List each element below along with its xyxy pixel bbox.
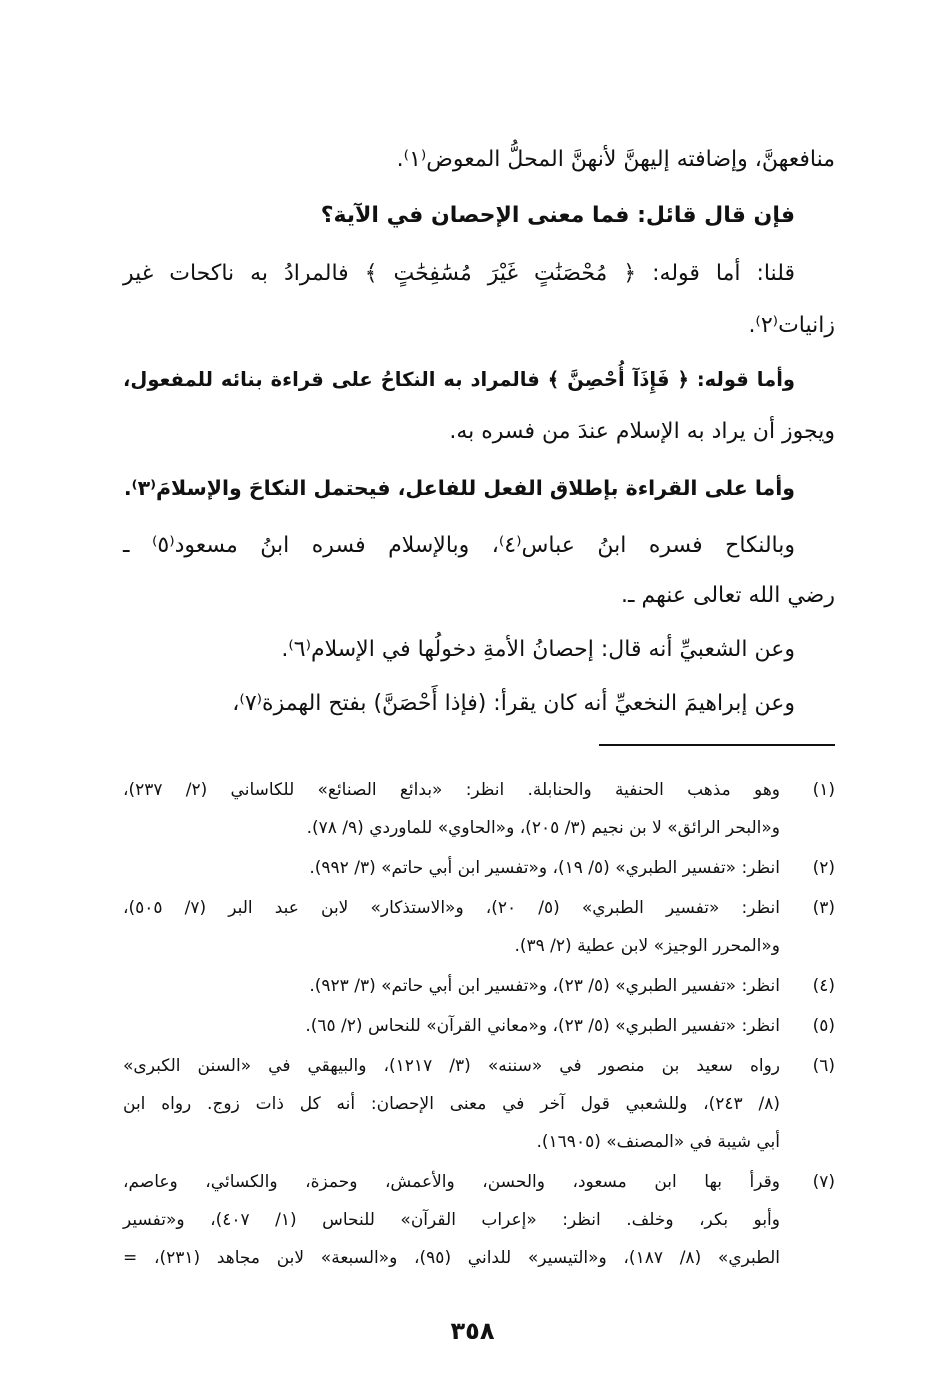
main-text-line: وبالنكاح فسره ابنُ عباس⁽٤⁾، وبالإسلام فسره ابنُ مسعود⁽٥⁾ ـ xyxy=(123,533,795,558)
footnote-line: انظر: «تفسير الطبري» (٥/ ١٩)، و«تفسير ابن أبي حاتم» (٣/ ٩٩٢). xyxy=(309,858,780,878)
footnote-line: (٨/ ٢٤٣)، وللشعبي قول آخر في معنى الإحصان: أنه كل ذات زوج. رواه ابن xyxy=(123,1094,780,1114)
footnote-number: (٦) xyxy=(812,1056,835,1076)
footnote-divider xyxy=(599,744,835,746)
main-text-line: وعن الشعبيِّ أنه قال: إحصانُ الأمةِ دخولُها في الإسلام⁽٦⁾. xyxy=(281,637,795,662)
page-number: ٣٥٨ xyxy=(450,1317,495,1345)
footnote-number: (٢) xyxy=(812,858,835,878)
footnote-line: وقرأ بها ابن مسعود، والحسن، والأعمش، وحمزة، والكسائي، وعاصم، xyxy=(123,1172,780,1192)
footnote-line: وأبو بكر، وخلف. انظر: «إعراب القرآن» للنحاس (١/ ٤٠٧)، و«تفسير xyxy=(123,1210,780,1230)
footnote-number: (٣) xyxy=(812,898,835,918)
footnote-line: وهو مذهب الحنفية والحنابلة. انظر: «بدائع الصنائع» للكاساني (٢/ ٢٣٧)، xyxy=(123,780,780,800)
footnote-line: رواه سعيد بن منصور في «سننه» (٣/ ١٢١٧)، والبيهقي في «السنن الكبرى» xyxy=(123,1056,781,1076)
main-text-line: وأما على القراءة بإطلاق الفعل للفاعل، فيحتمل النكاحَ والإسلامَ⁽٣⁾. xyxy=(123,476,795,500)
question-heading: فإن قال قائل: فما معنى الإحصان في الآية؟ xyxy=(320,203,795,228)
footnote-line: أبي شيبة في «المصنف» (١٦٩٠٥). xyxy=(536,1132,780,1152)
main-text-line: وعن إبراهيمَ النخعيِّ أنه كان يقرأ: (فإذا أَحْصَنَّ) بفتح الهمزة⁽٧⁾، xyxy=(232,691,795,716)
footnote-line: انظر: «تفسير الطبري» (٥/ ٢٠)، و«الاستذكار» لابن عبد البر (٧/ ٥٠٥)، xyxy=(123,898,781,918)
main-text-line: وأما قوله: ﴿ فَإِذَآ أُحْصِنَّ ﴾ فالمراد به النكاحُ على قراءة بنائه للمفعول، xyxy=(123,368,795,391)
footnote-line: الطبري» (٨/ ١٨٧)، و«التيسير» للداني (٩٥)، و«السبعة» لابن مجاهد (٢٣١)، = xyxy=(123,1248,780,1268)
main-text-line: زانيات⁽٢⁾. xyxy=(748,313,835,338)
footnote-line: انظر: «تفسير الطبري» (٥/ ٢٣)، و«معاني القرآن» للنحاس (٢/ ٦٥). xyxy=(305,1016,780,1036)
footnote-line: و«المحرر الوجيز» لابن عطية (٢/ ٣٩). xyxy=(514,936,780,956)
footnote-number: (٧) xyxy=(812,1172,835,1192)
main-text-line: منافعهنَّ، وإضافته إليهنَّ لأنهنَّ المحلُّ المعوض⁽١⁾. xyxy=(396,147,835,172)
main-text-line: ويجوز أن يراد به الإسلام عندَ من فسره به. xyxy=(449,419,835,444)
footnote-number: (١) xyxy=(812,780,835,800)
footnote-number: (٥) xyxy=(812,1016,835,1036)
main-text-line: قلنا: أما قوله: ﴿ مُحْصَنَٰتٍ غَيْرَ مُسَٰفِحَٰتٍ ﴾ فالمرادُ به ناكحات غير xyxy=(123,261,795,286)
footnote-line: و«البحر الرائق» لا بن نجيم (٣/ ٢٠٥)، و«الحاوي» للماوردي (٩/ ٧٨). xyxy=(306,818,780,838)
footnote-line: انظر: «تفسير الطبري» (٥/ ٢٣)، و«تفسير ابن أبي حاتم» (٣/ ٩٢٣). xyxy=(309,976,780,996)
footnote-number: (٤) xyxy=(812,976,835,996)
main-text-line: رضي الله تعالى عنهم ـ. xyxy=(621,583,835,608)
